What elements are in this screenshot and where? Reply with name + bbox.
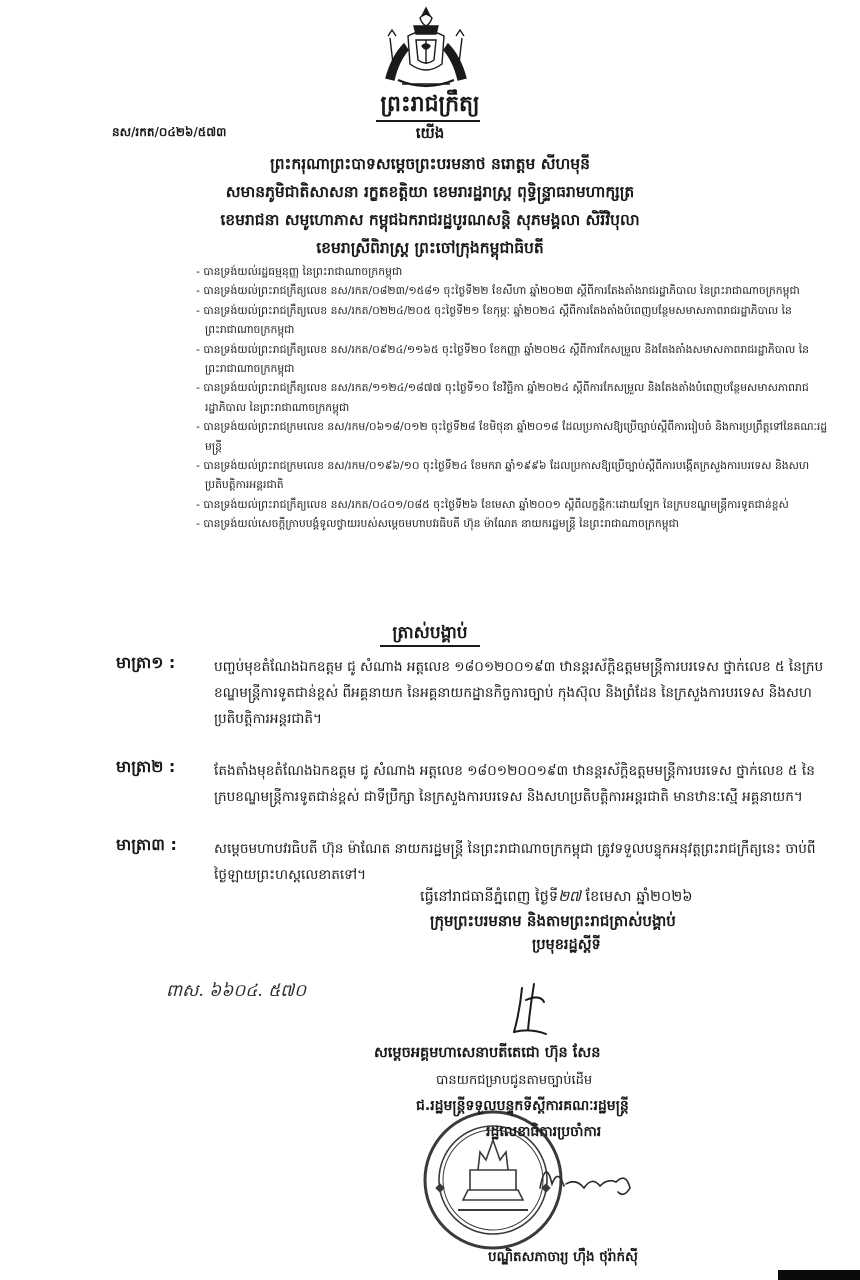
reference-item: - បានទ្រង់យល់សេចក្តីក្រាបបង្គំទូលថ្វាយរបស់សម្តេចមហាបវរធិបតី ហ៊ុន ម៉ាណែត នាយករដ្ឋមន្ត្រី នៃព្រះរាជាណាចក្រកម្ពុជា: [196, 517, 679, 531]
copy-signer-name: បណ្ឌិតសភាចារ្យ ហ៊ឹង ថុរ៉ាក់ស៊ី: [488, 1249, 638, 1265]
reference-item: - បានទ្រង់យល់ព្រះរាជក្រឹត្យលេខ នស/រកត/០២២៤/២០៥ ចុះថ្ងៃទី២១ ខែកុម្ភៈ ឆ្នាំ២០២៤ ស្តីពីការតែងតាំងបំពេញបន្ថែមសមាសភាពរាជរដ្ឋាភិបាល នៃព្រះរាជាណាចក្រកម្ពុជា: [196, 303, 792, 337]
sovereign-line: ខេមរាជនា សមូហោភាស កម្ពុជឯករាជរដ្ឋបូរណសន្តិ សុភមង្គលា សិរីវិបុលា: [220, 211, 640, 229]
acting-head-of-state: ប្រមុខរដ្ឋស្តីទី: [532, 937, 601, 953]
document-subtitle: យើង: [415, 124, 445, 142]
article-text: សម្តេចមហាបវរធិបតី ហ៊ុន ម៉ាណែត នាយករដ្ឋមន្ត្រី នៃព្រះរាជាណាចក្រកម្ពុជា ត្រូវទទួលបន្ទុកអនុវត្តព្រះរាជក្រឹត្យនេះ ចាប់ពីថ្ងៃឡាយព្រះហស្តលេខាតទៅ។: [214, 841, 816, 883]
reference-item: - បានទ្រង់យល់ព្រះរាជក្រឹត្យលេខ នស/រកត/០៨២៣/១៥៨១ ចុះថ្ងៃទី២២ ខែសីហា ឆ្នាំ២០២៣ ស្តីពីការតែងតាំងរាជរដ្ឋាភិបាល នៃព្រះរាជាណាចក្រកម្ពុជា: [196, 284, 800, 298]
date-day: ២៧: [558, 889, 581, 905]
countersign-role: បានយកជម្រាបជូនតាមច្បាប់ដើម: [436, 1073, 593, 1088]
date-prefix: ធ្វើនៅរាជធានីភ្នំពេញ ថ្ងៃទី: [420, 889, 559, 905]
article-text: តែងតាំងមុខតំណែងឯកឧត្តម ជូ សំណាង អត្តលេខ ១៨០១២០០១៩៣ ឋានន្តរស័ក្តិឧត្តមមន្ត្រីការបរទេស ថ្នាក់លេខ ៥ នៃក្របខណ្ឌមន្ត្រីការទូតជាន់ខ្ពស់ ជាទីប្រឹក្សា នៃក្រសួងការបរទេស និងសហប្រតិបត្តិការអន្តរជាតិ មានឋានៈស្មើ អគ្គនាយក។: [214, 763, 815, 805]
royal-emblem-icon: [378, 6, 474, 92]
reference-item: - បានទ្រង់យល់ព្រះរាជក្រមលេខ នស/រកម/០១៩៦/១០ ចុះថ្ងៃទី២៤ ខែមករា ឆ្នាំ១៩៩៦ ដែលប្រកាសឱ្យប្រើច្បាប់ស្តីពីការបង្កើតក្រសួងការបរទេស និងសហប្រតិបត្តិការអន្តរជាតិ: [196, 459, 810, 492]
decree-heading: ត្រាស់បង្គាប់: [392, 623, 468, 643]
reference-number: នស/រកត/០៤២៦/៥៧៣: [112, 125, 227, 139]
presenter-line: ក្រុមព្រះបរមនាម និងតាមព្រះរាជត្រាស់បង្គាប់: [430, 912, 676, 930]
reference-item: - បានទ្រង់យល់ព្រះរាជក្រឹត្យលេខ នស/រកត/០៤០១/០៨៥ ចុះថ្ងៃទី២៦ ខែមេសា ឆ្នាំ២០០១ ស្តីពីលក្ខន្តិកៈដោយឡែក នៃក្របខណ្ឌមន្ត្រីការទូតជាន់ខ្ពស់: [196, 497, 789, 511]
registry-note: ពាស. ៦៦០៤. ៥៧០: [166, 981, 307, 1001]
sovereign-line: ព្រះករុណាព្រះបាទសម្តេចព្រះបរមនាថ នរោត្តម សីហមុនី: [270, 155, 590, 173]
legal-references-list: [196, 262, 830, 534]
article-label: មាត្រា២ :: [116, 757, 176, 776]
sovereign-title-block: [40, 150, 820, 262]
reference-item: - បានទ្រង់យល់ព្រះរាជក្រឹត្យលេខ នស/រកត/០៩២៤/១១៦៥ ចុះថ្ងៃទី២០ ខែកញ្ញា ឆ្នាំ២០២៤ ស្តីពីការកែសម្រួល និងតែងតាំងសមាសភាពរាជរដ្ឋាភិបាល នៃព្រះរាជាណាចក្រកម្ពុជា: [196, 342, 810, 376]
sovereign-line: សមានភូមិជាតិសាសនា រក្ខតខត្តិយា ខេមរារដ្ឋរាស្ត្រ ពុទ្ធិន្ទ្រាធរាមហាក្សត្រ: [225, 183, 635, 201]
document-title: ព្រះរាជក្រឹត្យ: [380, 92, 480, 117]
reference-item: - បានទ្រង់យល់ព្រះរាជក្រមលេខ នស/រកម/០៦១៨/០១២ ចុះថ្ងៃទី២៨ ខែមិថុនា ឆ្នាំ២០១៨ ដែលប្រកាសឱ្យប្រើច្បាប់ស្តីពីការរៀបចំ និងការប្រព្រឹត្តទៅនៃគណៈរដ្ឋមន្ត្រី: [196, 420, 828, 453]
sovereign-line: ខេមរាស្រីពិរាស្ត្រ ព្រះចៅក្រុងកម្ពុជាធិបតី: [316, 239, 544, 257]
signing-date: [420, 888, 692, 909]
reference-item: - បានទ្រង់យល់រដ្ឋធម្មនុញ្ញ នៃព្រះរាជាណាចក្រកម្ពុជា: [196, 265, 403, 278]
countersign-name: សម្តេចអគ្គមហាសេនាបតីតេជោ ហ៊ុន សែន: [374, 1045, 601, 1061]
corner-mark: [778, 1270, 860, 1280]
signature-icon: [500, 980, 560, 1038]
article-label: មាត្រា១ :: [116, 653, 176, 672]
decree-heading-underline: [380, 645, 480, 647]
signature-icon: [536, 1148, 636, 1200]
article-label: មាត្រា៣ :: [116, 835, 177, 854]
copy-certified-title: ជ.រដ្ឋមន្ត្រីទទួលបន្ទុកទីស្តីការគណៈរដ្ឋមន្ត្រី: [416, 1098, 629, 1114]
reference-item: - បានទ្រង់យល់ព្រះរាជក្រឹត្យលេខ នស/រកត/១១២៤/១៨៧៧ ចុះថ្ងៃទី១០ ខែវិច្ឆិកា ឆ្នាំ២០២៤ ស្តីពីការកែសម្រួល និងតែងតាំងបំពេញបន្ថែមសមាសភាពរាជរដ្ឋាភិបាល នៃព្រះរាជាណាចក្រកម្ពុជា: [196, 381, 809, 414]
article-text: បញ្ចប់មុខតំណែងឯកឧត្តម ជូ សំណាង អត្តលេខ ១៨០១២០០១៩៣ ឋានន្តរស័ក្តិឧត្តមមន្ត្រីការបរទេស ថ្នាក់លេខ ៥ នៃក្របខណ្ឌមន្ត្រីការទូតជាន់ខ្ពស់ ពីអគ្គនាយក នៃអគ្គនាយកដ្ឋានកិច្ចការច្បាប់ កុងស៊ុល និងព្រំដែន នៃក្រសួងការបរទេស និងសហប្រតិបត្តិការអន្តរជាតិ។: [214, 659, 824, 727]
date-suffix: ខែមេសា ឆ្នាំ២០២៦: [580, 889, 693, 905]
copy-certified-role: រដ្ឋលេខាធិការប្រចាំការ: [486, 1124, 602, 1140]
title-underline: [376, 120, 480, 122]
